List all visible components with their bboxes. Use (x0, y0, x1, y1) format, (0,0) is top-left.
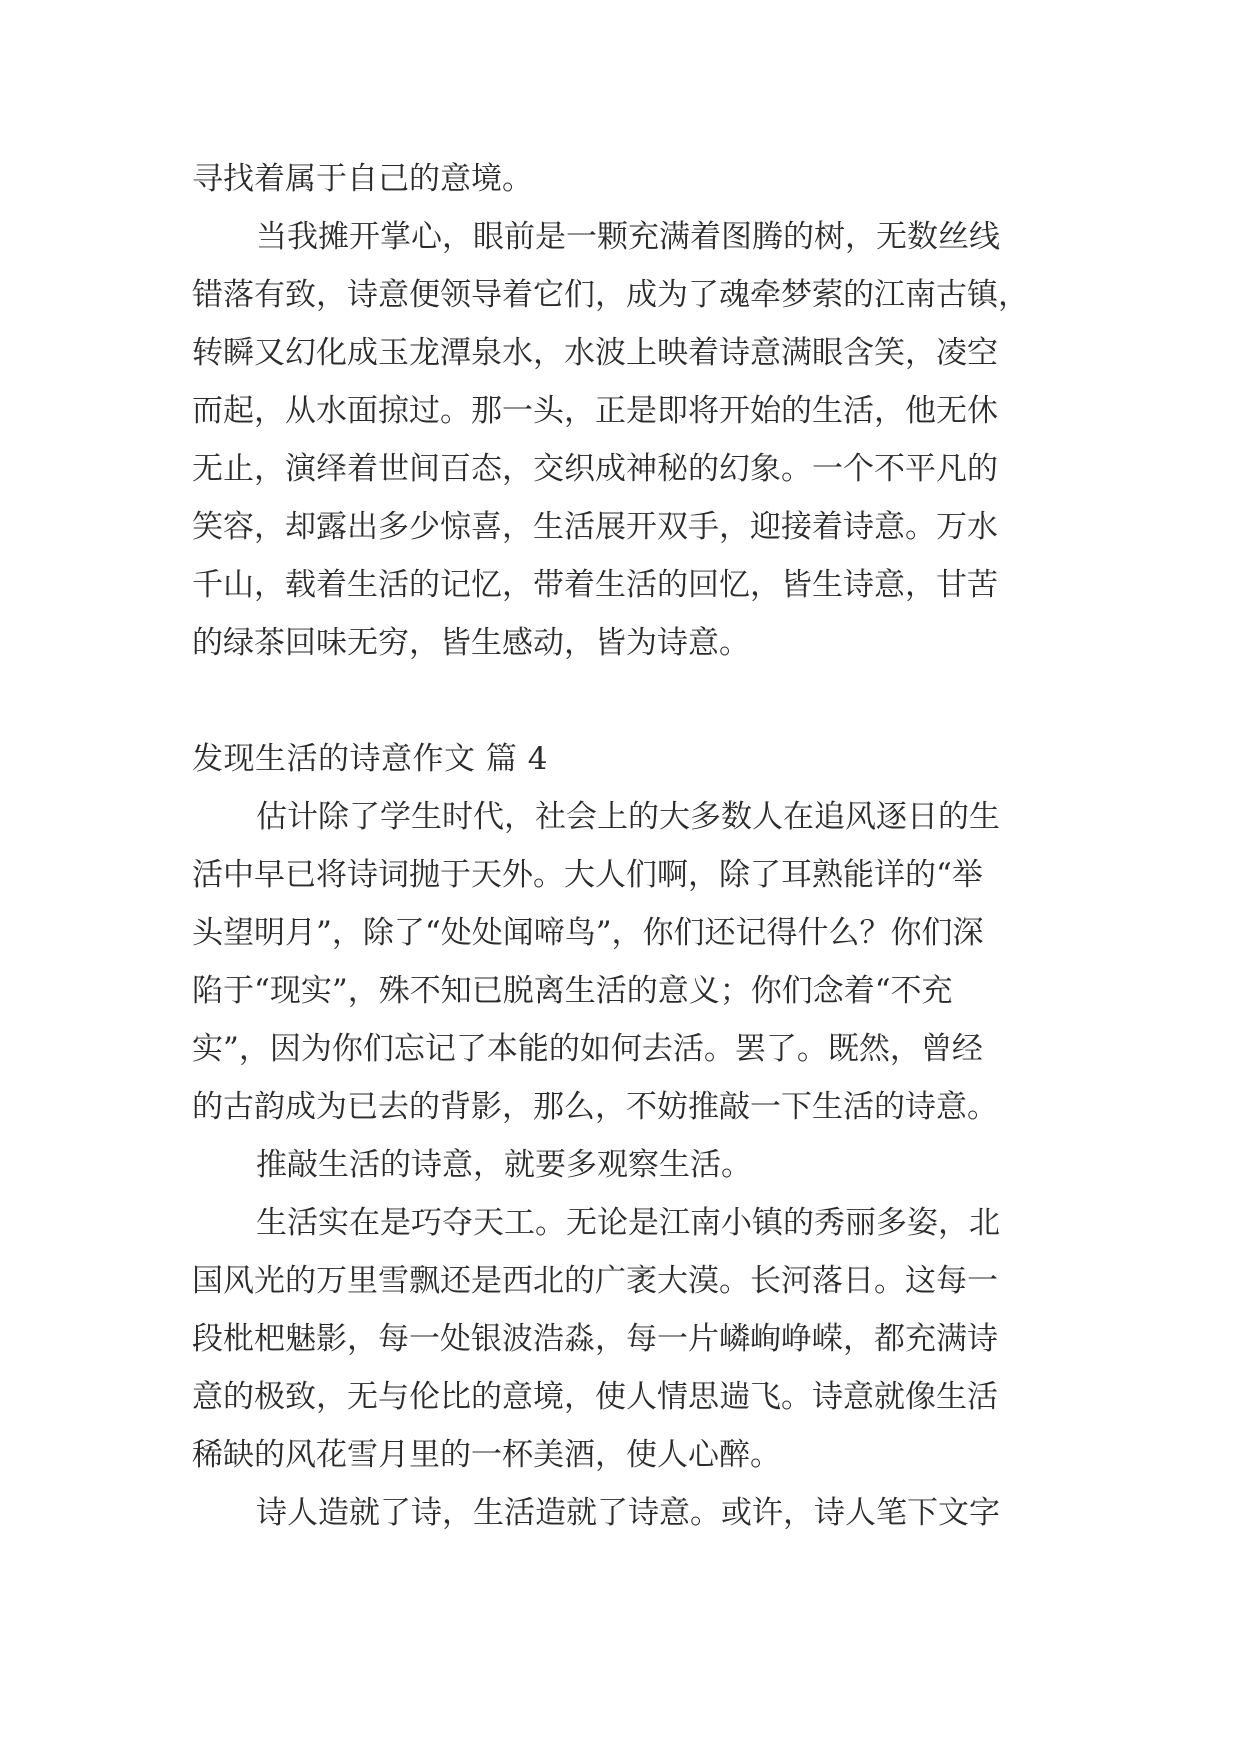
text-line: 千山，载着生活的记忆，带着生活的回忆，皆生诗意，甘苦 (192, 567, 998, 603)
section-heading: 发现生活的诗意作文 篇 4 (192, 741, 548, 777)
text-line: 转瞬又幻化成玉龙潭泉水，水波上映着诗意满眼含笑，凌空 (192, 335, 998, 371)
text-line: 段枇杷魅影，每一处银波浩淼，每一片嶙峋峥嵘，都充满诗 (192, 1321, 998, 1357)
text-line: 笑容，却露出多少惊喜，生活展开双手，迎接着诗意。万水 (192, 509, 998, 545)
blank-line (192, 672, 1062, 730)
text-line: 国风光的万里雪飘还是西北的广袤大漠。长河落日。这每一 (192, 1263, 998, 1299)
text-line: 意的极致，无与伦比的意境，使人情思遄飞。诗意就像生活 (192, 1379, 998, 1415)
text-line: 活中早已将诗词抛于天外。大人们啊，除了耳熟能详的“举 (192, 857, 983, 893)
paragraph-first-line: 生活实在是巧夺天工。无论是江南小镇的秀丽多姿，北 (256, 1205, 1000, 1241)
document-body (192, 150, 1062, 1542)
paragraph-first-line: 推敲生活的诗意，就要多观察生活。 (256, 1147, 752, 1183)
paragraph-first-line: 诗人造就了诗，生活造就了诗意。或许，诗人笔下文字 (256, 1495, 1000, 1531)
text-line: 实”，因为你们忘记了本能的如何去活。罢了。既然，曾经 (192, 1031, 983, 1067)
text-line: 稀缺的风花雪月里的一杯美酒，使人心醉。 (192, 1437, 781, 1473)
text-line: 而起，从水面掠过。那一头，正是即将开始的生活，他无休 (192, 393, 998, 429)
text-line: 寻找着属于自己的意境。 (192, 161, 533, 197)
paragraph-first-line: 估计除了学生时代，社会上的大多数人在追风逐日的生 (256, 799, 1000, 835)
text-line: 的绿茶回味无穷，皆生感动，皆为诗意。 (192, 625, 750, 661)
text-line: 陷于“现实”，殊不知已脱离生活的意义；你们念着“不充 (192, 973, 953, 1009)
text-line: 的古韵成为已去的背影，那么，不妨推敲一下生活的诗意。 (192, 1089, 998, 1125)
text-line: 错落有致，诗意便领导着它们，成为了魂牵梦萦的江南古镇， (192, 277, 1029, 313)
paragraph-first-line: 当我摊开掌心，眼前是一颗充满着图腾的树，无数丝线 (256, 219, 1000, 255)
text-line: 无止，演绎着世间百态，交织成神秘的幻象。一个不平凡的 (192, 451, 998, 487)
text-line: 头望明月”，除了“处处闻啼鸟”，你们还记得什么？你们深 (192, 915, 984, 951)
